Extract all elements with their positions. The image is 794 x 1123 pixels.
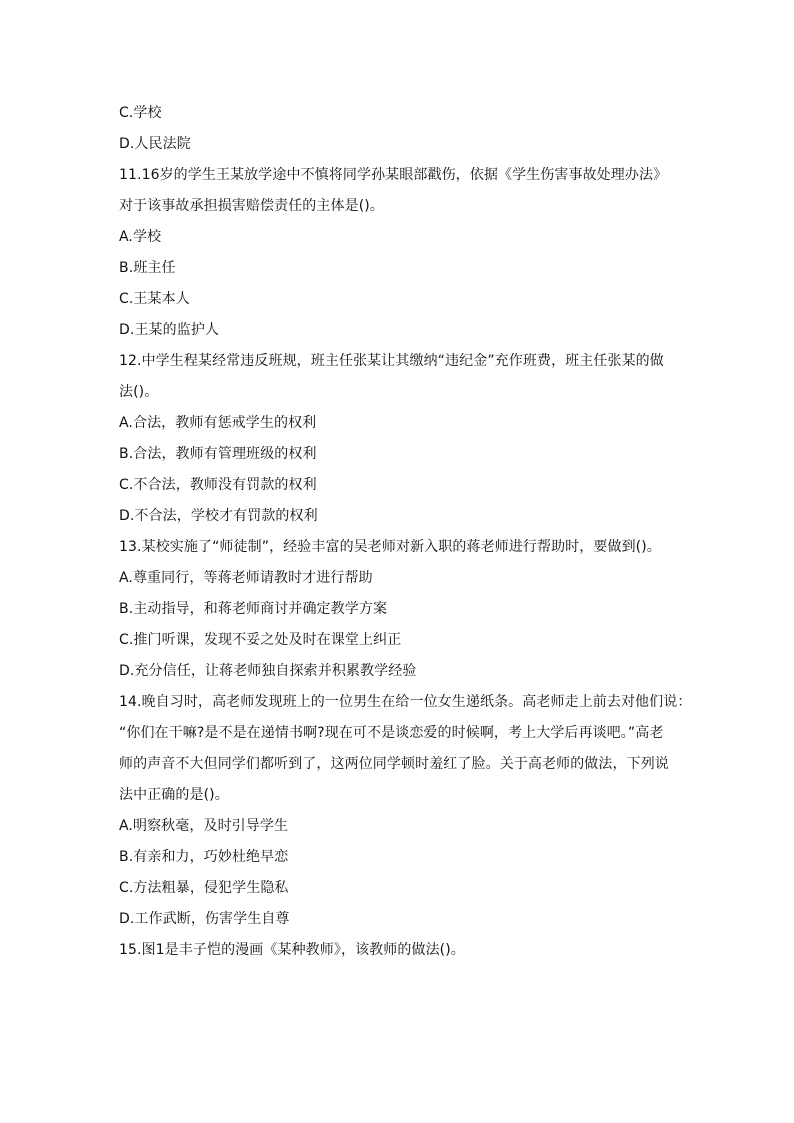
- q11-option-d: D.王某的监护人: [119, 322, 220, 338]
- q14-option-a: A.明察秋毫，及时引导学生: [119, 818, 289, 834]
- q12-option-b: B.合法，教师有管理班级的权利: [119, 446, 317, 462]
- q11-stem-line-2: 对于该事故承担损害赔偿责任的主体是()。: [119, 198, 384, 214]
- q13-option-c: C.推门听课，发现不妥之处及时在课堂上纠正: [119, 632, 402, 648]
- q14-stem-line-4: 法中正确的是()。: [119, 787, 229, 803]
- q11-option-a: A.学校: [119, 229, 162, 245]
- q11-option-c: C.王某本人: [119, 291, 190, 307]
- q10-option-d: D.人民法院: [119, 136, 191, 152]
- q13-option-a: A.尊重同行，等蒋老师请教时才进行帮助: [119, 570, 373, 586]
- q11-option-b: B.班主任: [119, 260, 176, 276]
- q12-stem-line-1: 12.中学生程某经常违反班规，班主任张某让其缴纳“违纪金”充作班费，班主任张某的做: [119, 353, 664, 369]
- q14-stem-line-1: 14.晚自习时，高老师发现班上的一位男生在给一位女生递纸条。高老师走上前去对他们说：: [119, 694, 692, 710]
- q13-stem-line-1: 13.某校实施了“师徒制”，经验丰富的吴老师对新入职的蒋老师进行帮助时，要做到()。: [119, 539, 661, 555]
- q12-option-c: C.不合法，教师没有罚款的权利: [119, 477, 317, 493]
- q15-stem-line-1: 15.图1是丰子恺的漫画《某种教师》，该教师的做法()。: [119, 942, 465, 958]
- q14-stem-line-2: “你们在干嘛?是不是在递情书啊?现在可不是谈恋爱的时候啊，考上大学后再谈吧。”高老: [119, 725, 664, 741]
- q14-stem-line-3: 师的声音不大但同学们都听到了，这两位同学顿时羞红了脸。关于高老师的做法，下列说: [119, 756, 669, 772]
- q13-option-b: B.主动指导，和蒋老师商讨并确定教学方案: [119, 601, 388, 617]
- q14-option-b: B.有亲和力，巧妙杜绝早恋: [119, 849, 289, 865]
- q12-stem-line-2: 法()。: [119, 384, 159, 400]
- q12-option-d: D.不合法，学校才有罚款的权利: [119, 508, 318, 524]
- q10-option-c: C.学校: [119, 105, 162, 121]
- q13-option-d: D.充分信任，让蒋老师独自探索并积累教学经验: [119, 663, 417, 679]
- q11-stem-line-1: 11.16岁的学生王某放学途中不慎将同学孙某眼部戳伤，依据《学生伤害事故处理办法》: [119, 167, 668, 183]
- q14-option-c: C.方法粗暴，侵犯学生隐私: [119, 880, 289, 896]
- q14-option-d: D.工作武断，伤害学生自尊: [119, 911, 290, 927]
- q12-option-a: A.合法，教师有惩戒学生的权利: [119, 415, 317, 431]
